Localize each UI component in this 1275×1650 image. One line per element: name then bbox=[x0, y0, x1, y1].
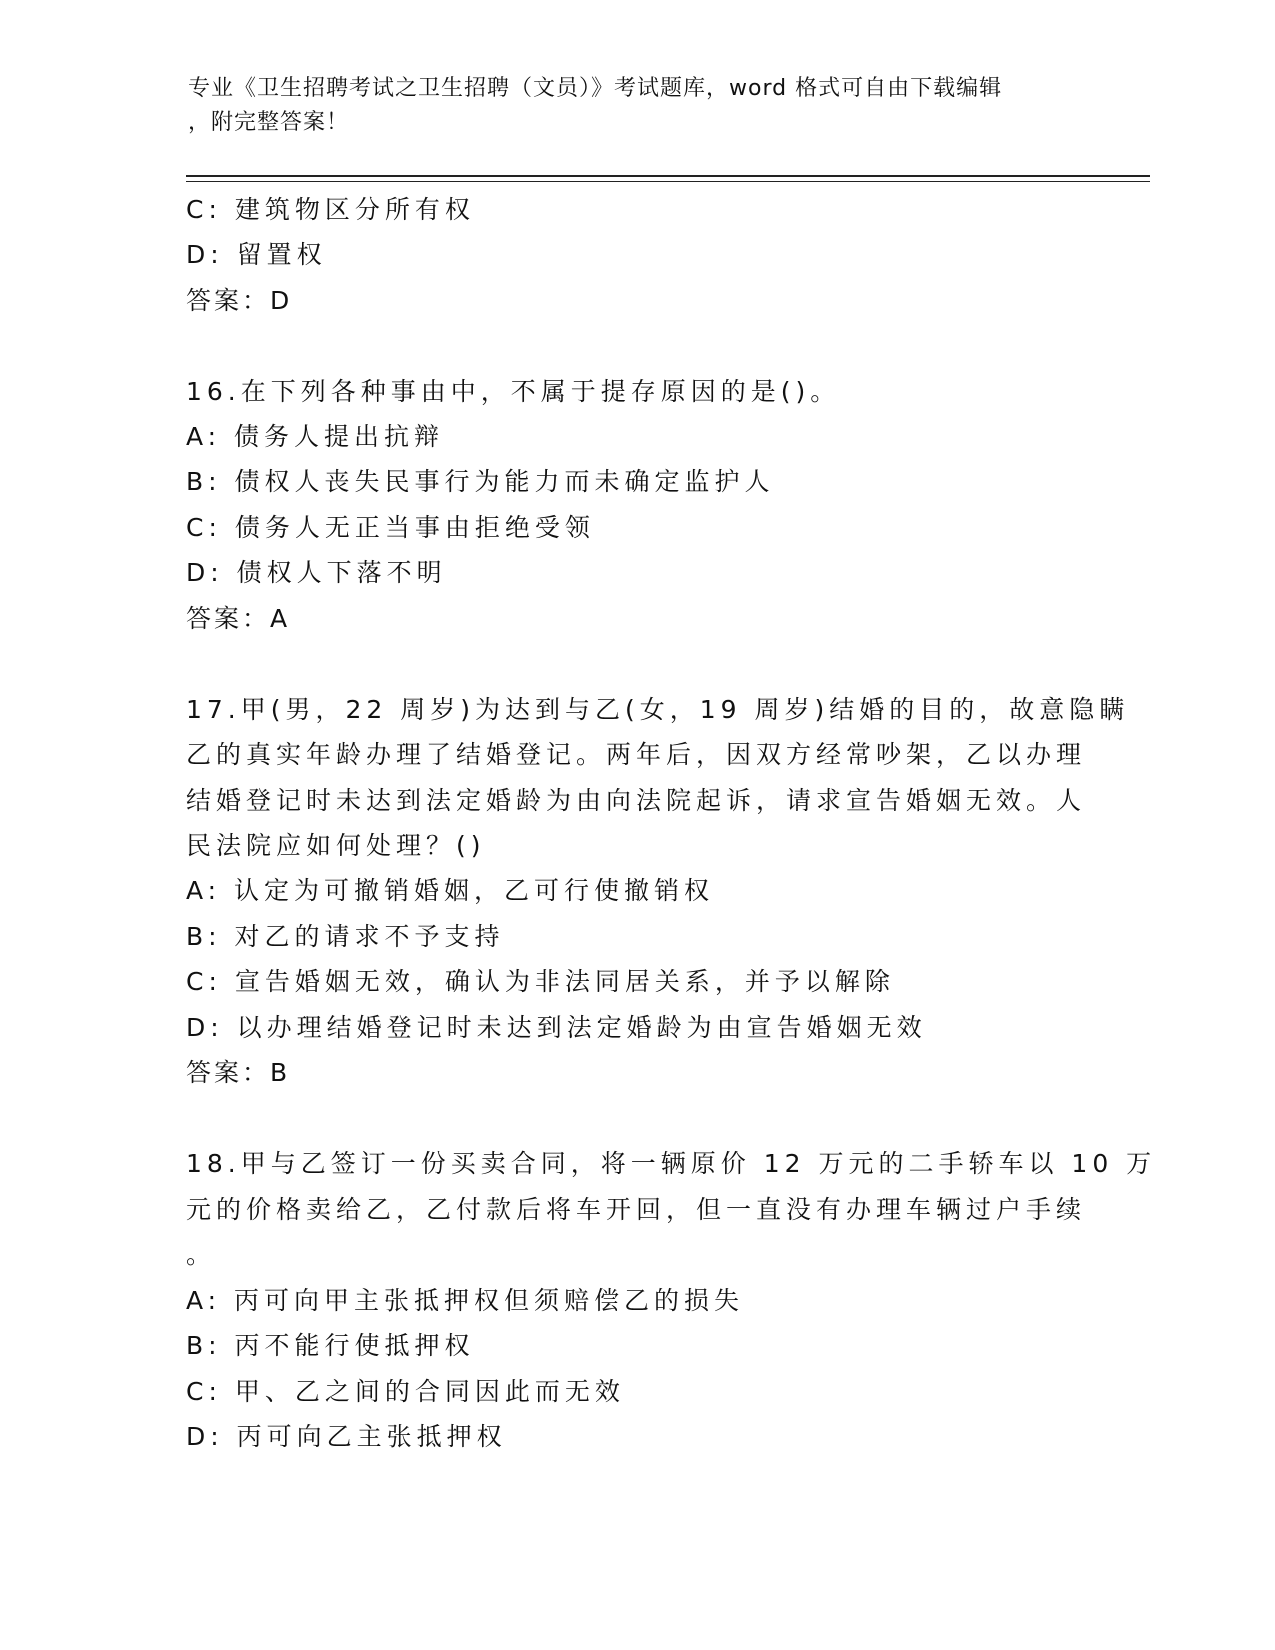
header-line-2: ，附完整答案！ bbox=[188, 110, 350, 135]
text-line: C: 建筑物区分所有权 bbox=[186, 195, 475, 224]
document-header bbox=[188, 72, 1088, 140]
text-line: C: 宣告婚姻无效，确认为非法同居关系，并予以解除 bbox=[186, 967, 895, 996]
answer-line: 答案：A bbox=[186, 604, 291, 633]
header-rule-thick bbox=[186, 175, 1150, 177]
text-line: C: 甲、乙之间的合同因此而无效 bbox=[186, 1377, 625, 1406]
text-line: A: 认定为可撤销婚姻，乙可行使撤销权 bbox=[186, 876, 715, 905]
text-line: D: 丙可向乙主张抵押权 bbox=[186, 1422, 507, 1451]
text-line: A: 丙可向甲主张抵押权但须赔偿乙的损失 bbox=[186, 1286, 745, 1315]
answer-line: 答案：D bbox=[186, 286, 293, 315]
text-line: 民法院应如何处理？() bbox=[186, 831, 486, 860]
text-line: B: 对乙的请求不予支持 bbox=[186, 922, 505, 951]
text-line: 16.在下列各种事由中，不属于提存原因的是()。 bbox=[186, 377, 841, 406]
text-line: B: 丙不能行使抵押权 bbox=[186, 1331, 475, 1360]
text-line: 17.甲(男，22 周岁)为达到与乙(女，19 周岁)结婚的目的，故意隐瞒 bbox=[186, 695, 1130, 724]
text-line: C: 债务人无正当事由拒绝受领 bbox=[186, 513, 595, 542]
header-line-1: 专业《卫生招聘考试之卫生招聘（文员）》考试题库，word 格式可自由下载编辑 bbox=[188, 76, 1003, 101]
text-line: D: 债权人下落不明 bbox=[186, 558, 447, 587]
text-line: 结婚登记时未达到法定婚龄为由向法院起诉，请求宣告婚姻无效。人 bbox=[186, 786, 1087, 815]
text-line: 乙的真实年龄办理了结婚登记。两年后，因双方经常吵架，乙以办理 bbox=[186, 740, 1087, 769]
text-line: D: 留置权 bbox=[186, 240, 327, 269]
text-line: D: 以办理结婚登记时未达到法定婚龄为由宣告婚姻无效 bbox=[186, 1013, 927, 1042]
answer-line: 答案：B bbox=[186, 1058, 291, 1087]
header-rule-thin bbox=[186, 181, 1150, 182]
text-line: 18.甲与乙签订一份买卖合同，将一辆原价 12 万元的二手轿车以 10 万 bbox=[186, 1149, 1157, 1178]
text-line: 。 bbox=[186, 1240, 217, 1269]
text-line: B: 债权人丧失民事行为能力而未确定监护人 bbox=[186, 467, 775, 496]
text-line: A: 债务人提出抗辩 bbox=[186, 422, 445, 451]
text-line: 元的价格卖给乙，乙付款后将车开回，但一直没有办理车辆过户手续 bbox=[186, 1195, 1087, 1224]
